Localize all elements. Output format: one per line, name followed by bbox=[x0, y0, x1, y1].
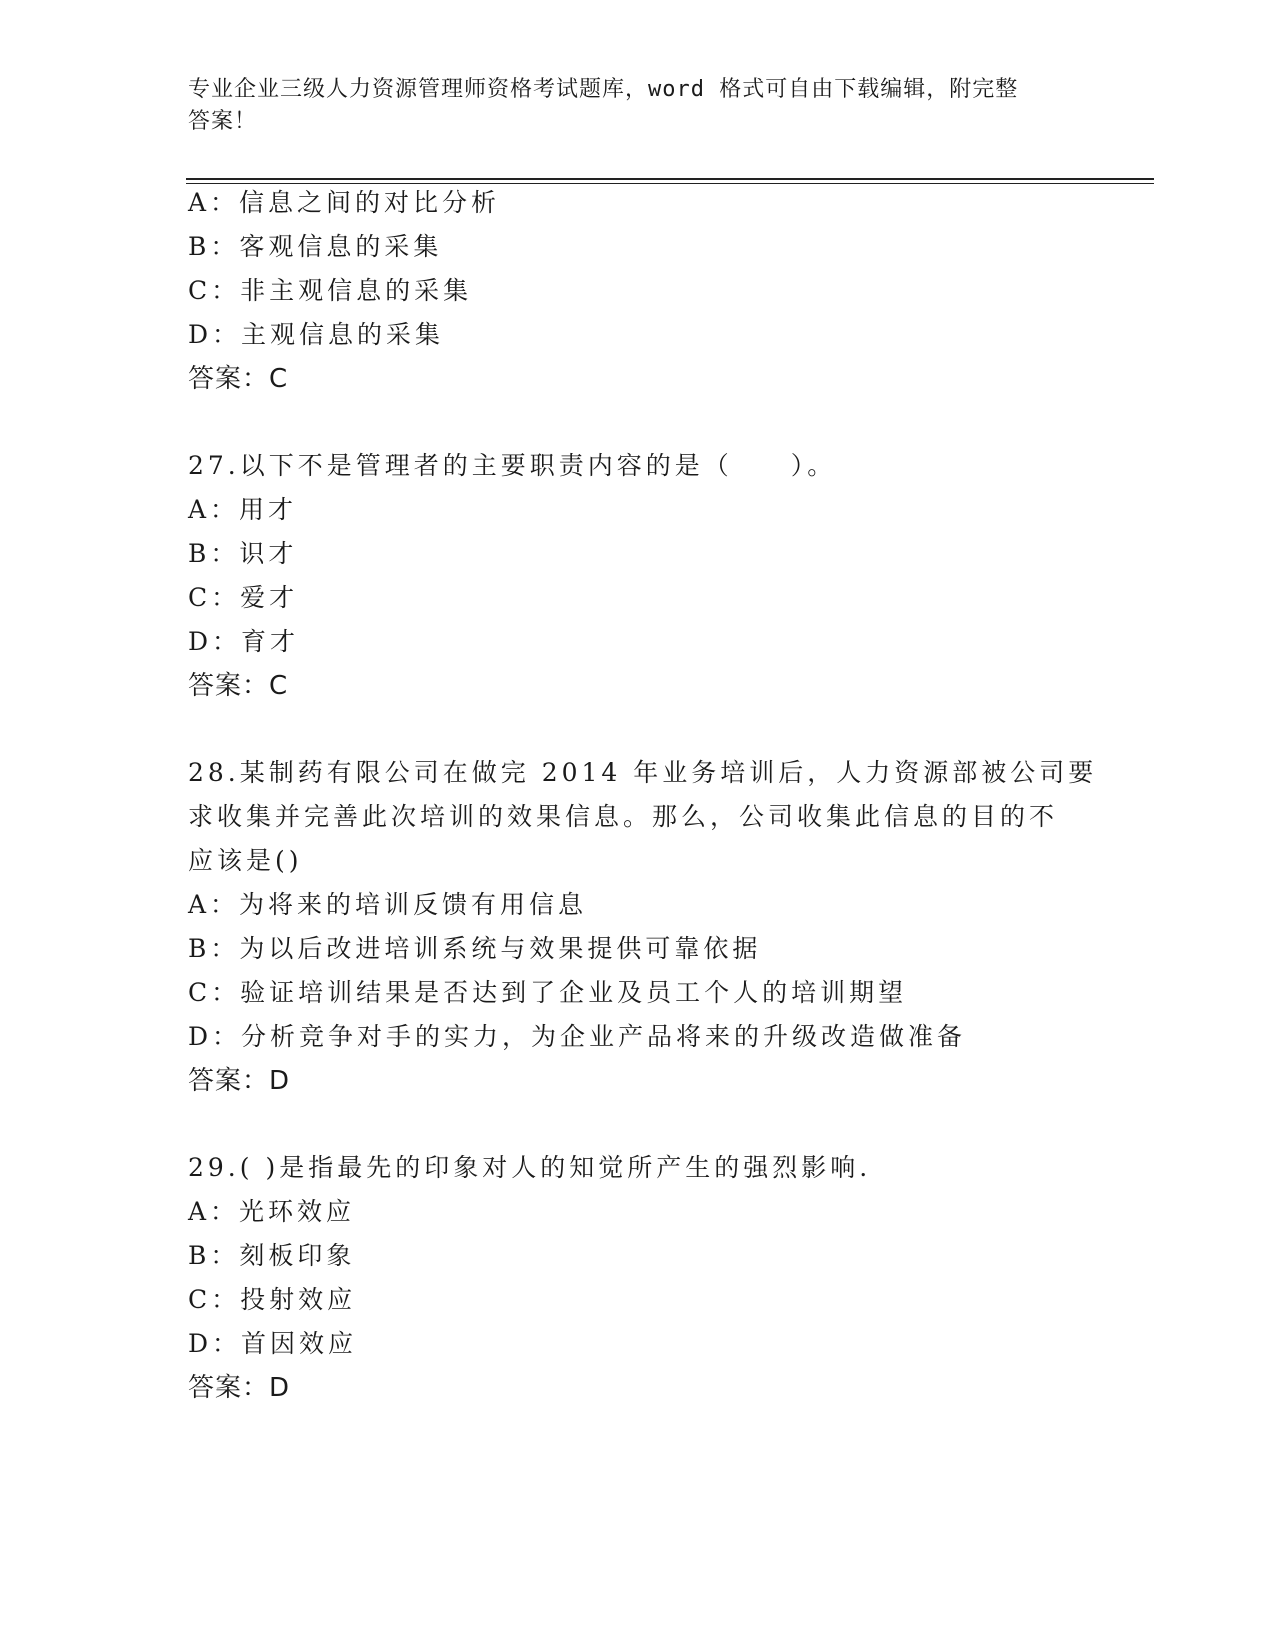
option-a: A：信息之间的对比分析 bbox=[188, 188, 501, 217]
header-line-2: 答案！ bbox=[188, 109, 258, 134]
option-b: B：刻板印象 bbox=[188, 1241, 356, 1270]
option-d: D：育才 bbox=[188, 627, 300, 656]
option-c: C：投射效应 bbox=[188, 1285, 357, 1314]
answer-line: 答案：C bbox=[188, 671, 289, 701]
option-a: A：用才 bbox=[188, 495, 298, 524]
header-line-1: 专业企业三级人力资源管理师资格考试题库，word 格式可自由下载编辑，附完整 bbox=[188, 77, 1019, 102]
question-stem: 应该是() bbox=[188, 846, 303, 875]
answer-line: 答案：D bbox=[188, 1373, 291, 1403]
page-header bbox=[188, 74, 1068, 138]
question-stem: 29.( )是指最先的印象对人的知觉所产生的强烈影响. bbox=[188, 1153, 872, 1182]
option-b: B：客观信息的采集 bbox=[188, 232, 443, 261]
option-b: B：为以后改进培训系统与效果提供可靠依据 bbox=[188, 934, 762, 963]
option-c: C：爱才 bbox=[188, 583, 299, 612]
question-stem: 27.以下不是管理者的主要职责内容的是（ ）。 bbox=[188, 451, 837, 480]
option-d: D：分析竞争对手的实力，为企业产品将来的升级改造做准备 bbox=[188, 1022, 967, 1051]
option-d: D：首因效应 bbox=[188, 1329, 358, 1358]
option-c: C：非主观信息的采集 bbox=[188, 276, 473, 305]
question-stem: 28.某制药有限公司在做完 2014 年业务培训后，人力资源部被公司要 bbox=[188, 758, 1098, 787]
option-d: D：主观信息的采集 bbox=[188, 320, 445, 349]
question-stem: 求收集并完善此次培训的效果信息。那么，公司收集此信息的目的不 bbox=[188, 802, 1059, 831]
option-a: A：为将来的培训反馈有用信息 bbox=[188, 890, 588, 919]
option-a: A：光环效应 bbox=[188, 1197, 356, 1226]
answer-line: 答案：D bbox=[188, 1066, 291, 1096]
option-b: B：识才 bbox=[188, 539, 298, 568]
answer-line: 答案：C bbox=[188, 364, 289, 394]
option-c: C：验证培训结果是否达到了企业及员工个人的培训期望 bbox=[188, 978, 908, 1007]
